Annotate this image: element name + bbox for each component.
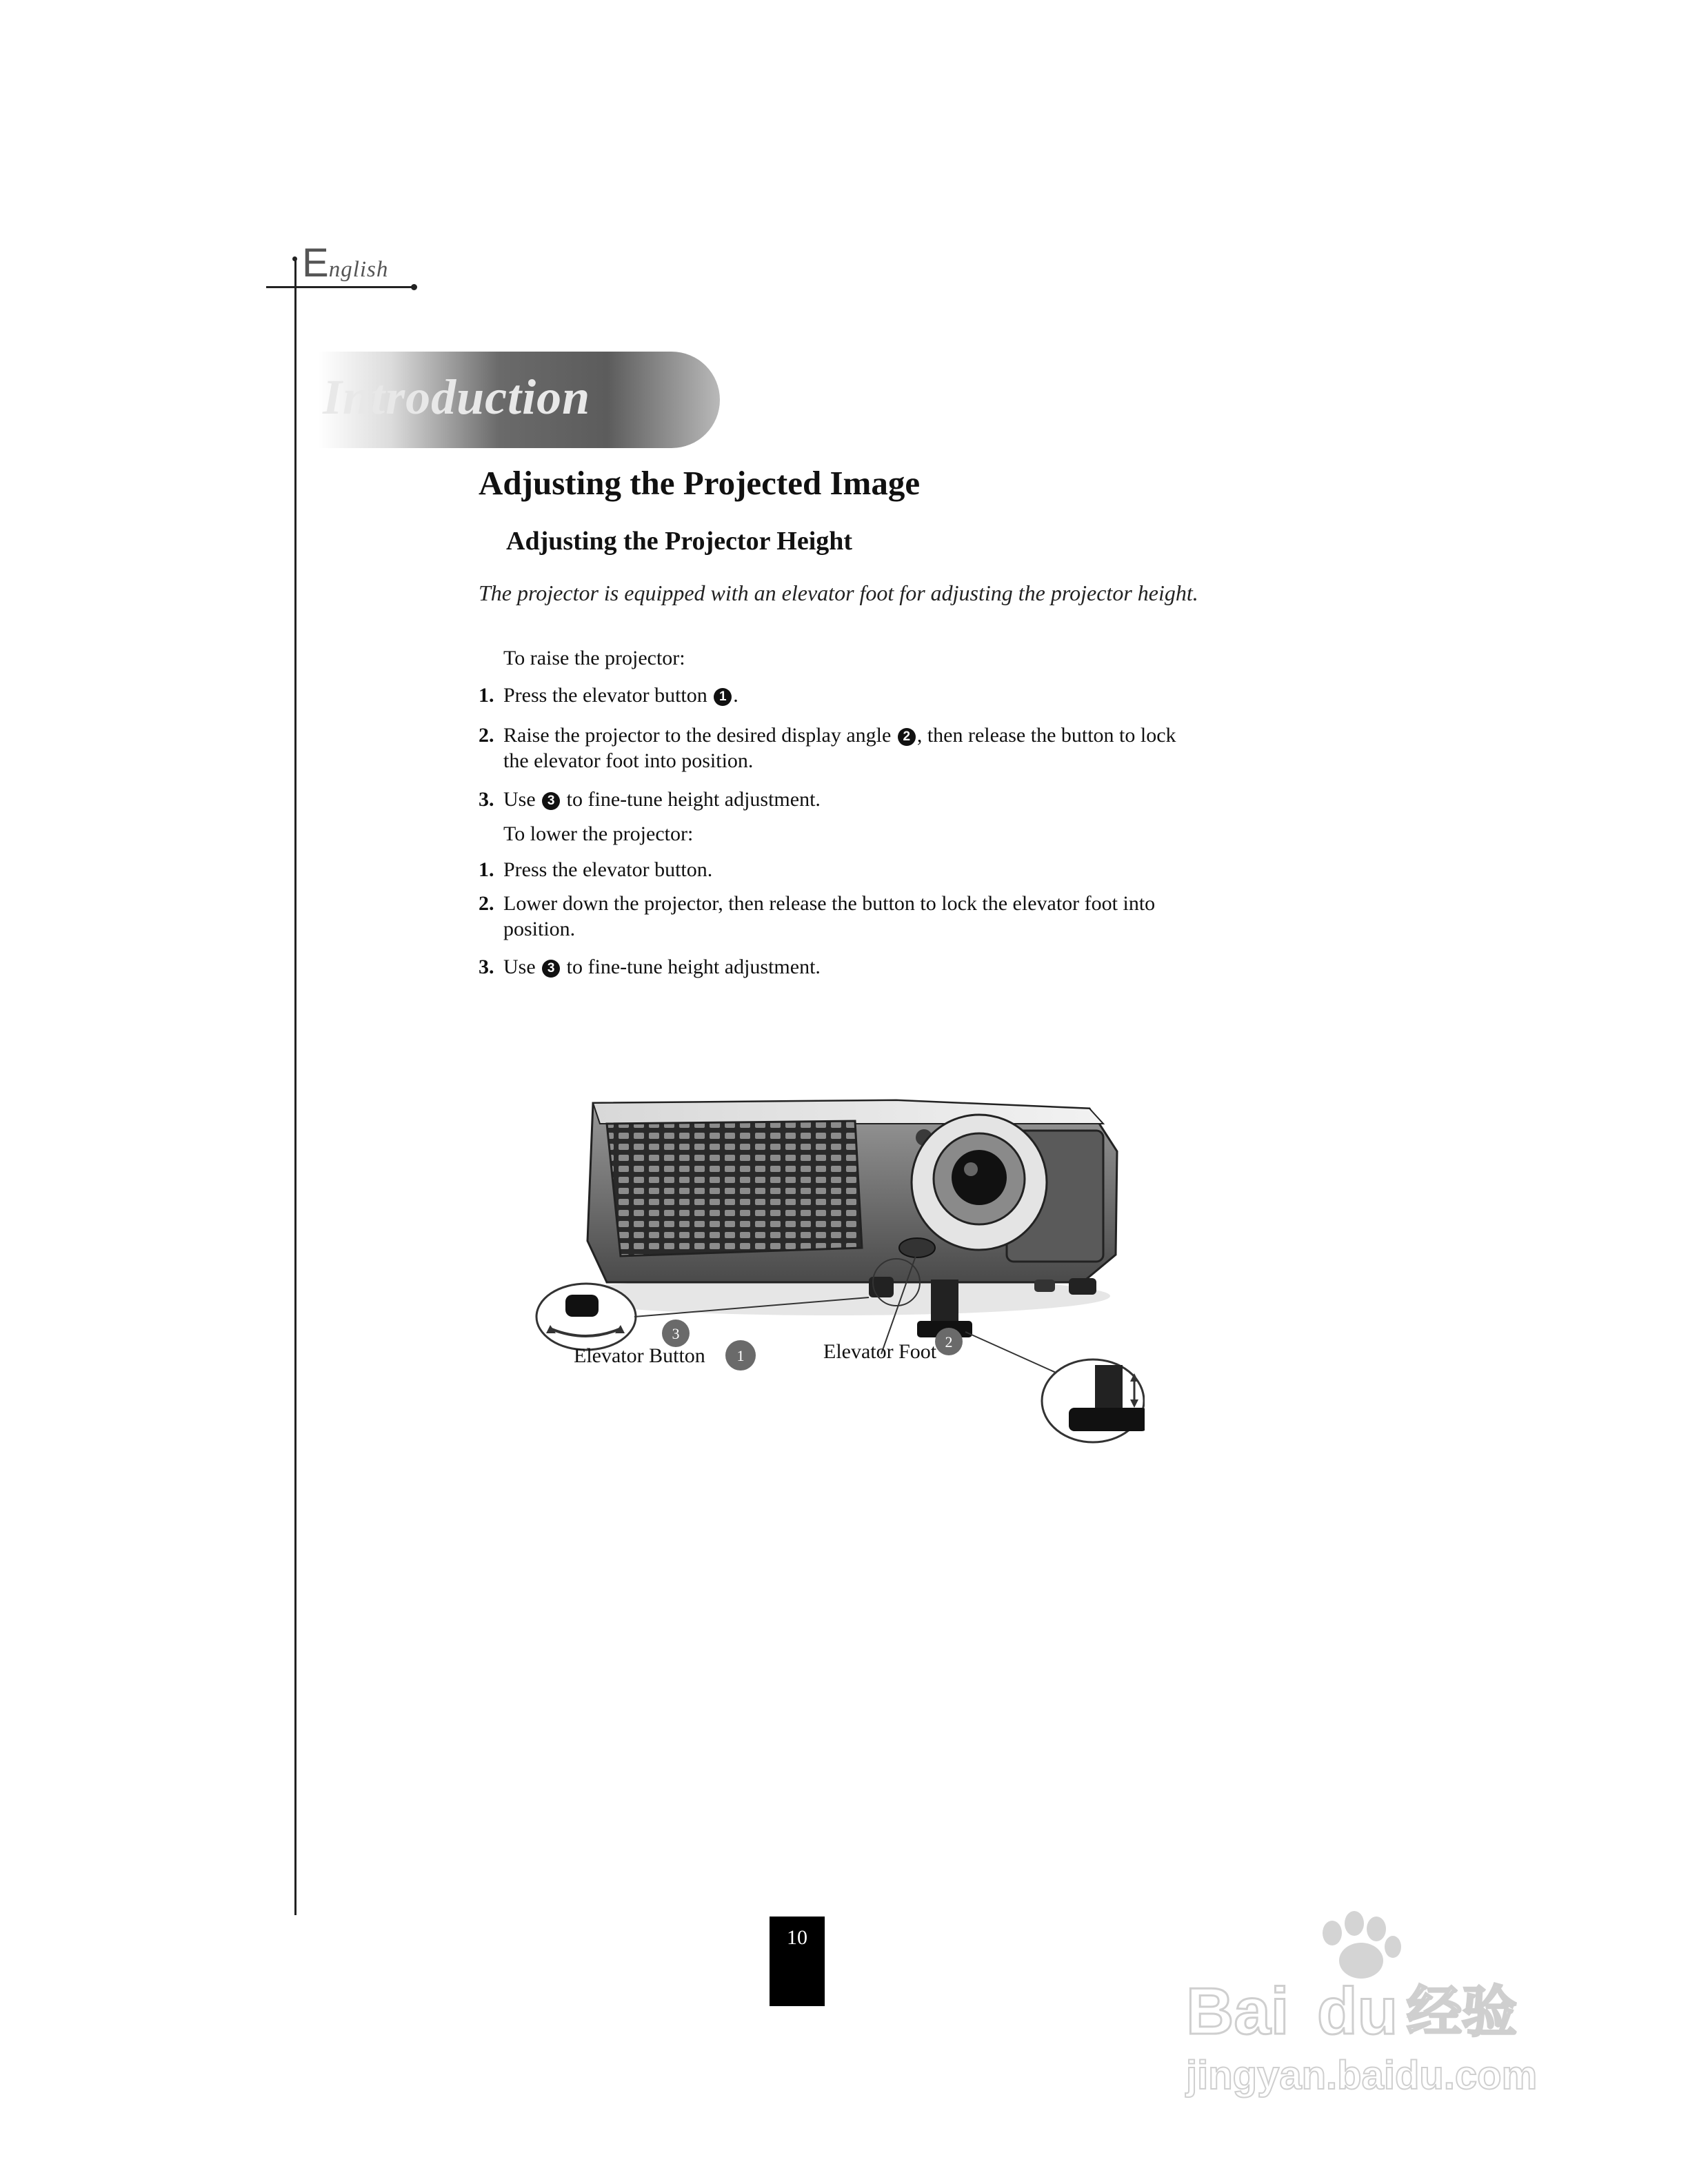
marker-3-callout bbox=[662, 1320, 690, 1347]
lower-step-3: 3. Use 3 to fine-tune height adjustment. bbox=[479, 956, 821, 978]
marker-2-icon: 2 bbox=[898, 728, 916, 746]
lower-step-2: 2. Lower down the projector, then release the button to lock the elevator foot into position. bbox=[479, 892, 1156, 940]
lens-icon bbox=[952, 1150, 1007, 1205]
svg-text:Bai: Bai bbox=[1186, 1974, 1289, 2048]
marker-3-icon: 3 bbox=[542, 792, 560, 810]
elevator-button-icon bbox=[899, 1238, 935, 1257]
raise-label: To raise the projector: bbox=[503, 647, 685, 669]
raise-step-3: 3. Use 3 to fine-tune height adjustment. bbox=[479, 788, 821, 811]
projector-figure bbox=[510, 1075, 1145, 1462]
projector-body bbox=[587, 1100, 1117, 1282]
vent-grill bbox=[607, 1121, 862, 1256]
intro-paragraph: The projector is equipped with an elevator foot for adjusting the projector height. bbox=[479, 580, 1198, 605]
svg-text:2: 2 bbox=[945, 1333, 953, 1351]
header-rule bbox=[266, 286, 414, 288]
marker-1-icon: 1 bbox=[714, 688, 732, 706]
marker-2-callout bbox=[935, 1328, 963, 1355]
header-dot bbox=[411, 284, 417, 290]
raise-step-1: 1. Press the elevator button 1 . bbox=[479, 684, 738, 707]
lower-step-1: 1. Press the elevator button. bbox=[479, 858, 713, 881]
language-label: English bbox=[302, 241, 389, 285]
lower-label: To lower the projector: bbox=[503, 822, 694, 845]
page-title: Adjusting the Projected Image bbox=[479, 464, 921, 502]
baidu-watermark bbox=[1172, 1903, 1586, 2110]
svg-text:经验: 经验 bbox=[1407, 1980, 1517, 2044]
svg-text:du: du bbox=[1317, 1974, 1398, 2048]
margin-rule bbox=[294, 261, 297, 1915]
svg-text:3: 3 bbox=[672, 1325, 680, 1342]
marker-1-callout bbox=[725, 1340, 756, 1371]
subsection-title: Adjusting the Projector Height bbox=[506, 527, 853, 556]
svg-text:jingyan.baidu.com: jingyan.baidu.com bbox=[1186, 2053, 1538, 2098]
svg-text:1: 1 bbox=[736, 1347, 745, 1364]
raise-step-2: 2. Raise the projector to the desired display angle 2 , then release the button to lock the elevator foot into position. bbox=[479, 724, 1176, 772]
elevator-foot-label: Elevator Foot bbox=[823, 1340, 937, 1363]
section-title: Introduction bbox=[323, 370, 591, 425]
elevator-button-label: Elevator Button bbox=[574, 1344, 705, 1367]
marker-3-icon: 3 bbox=[542, 960, 560, 978]
page-number: 10 bbox=[787, 1926, 807, 1949]
callout-detail-2 bbox=[965, 1332, 1145, 1442]
paw-logo-icon bbox=[1323, 1911, 1401, 1979]
